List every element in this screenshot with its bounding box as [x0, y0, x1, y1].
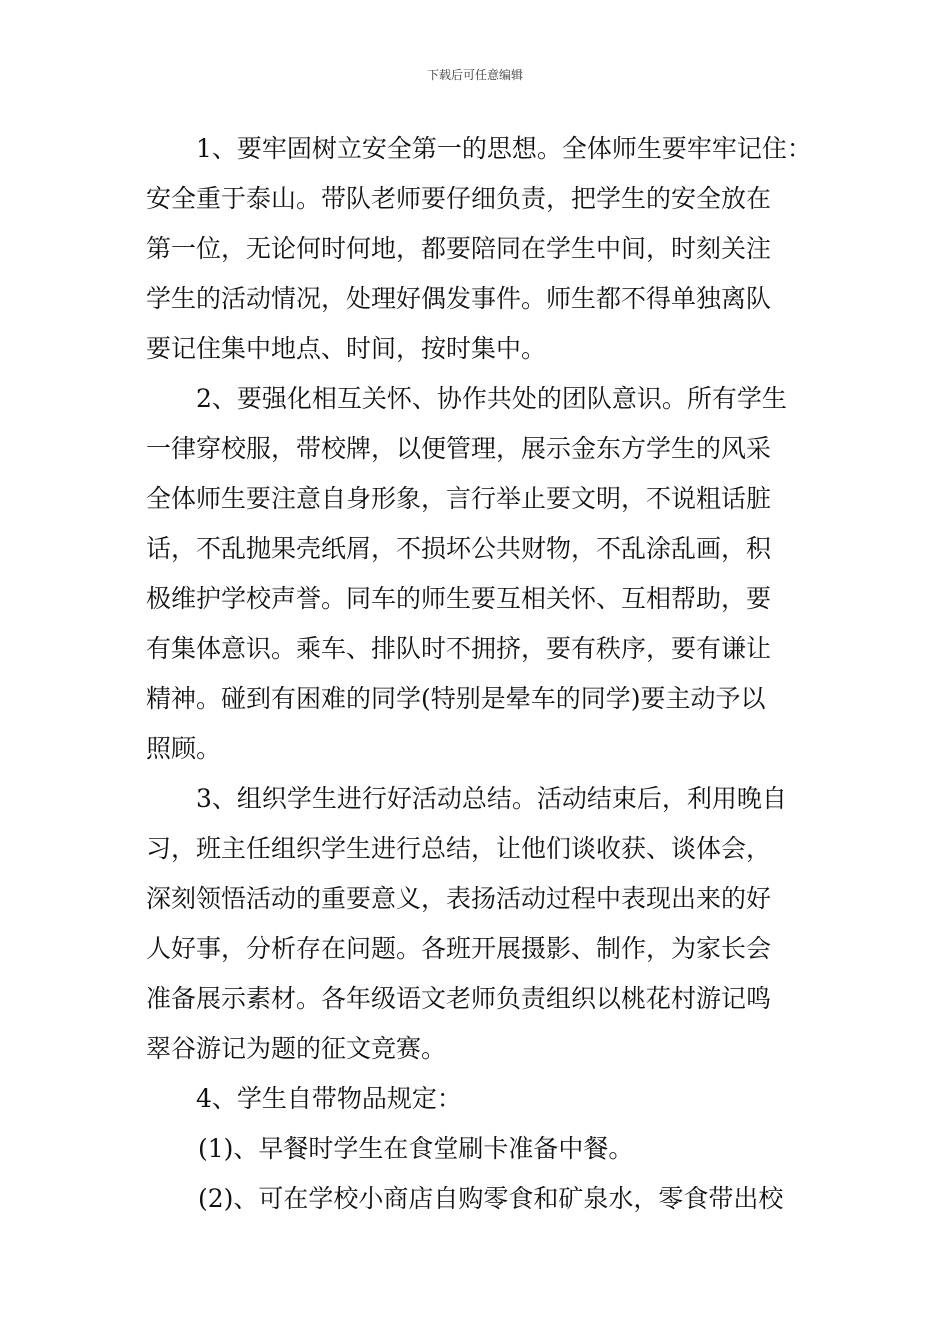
- text-line: 准备展示素材。各年级语文老师负责组织以桃花村游记鸣: [146, 984, 772, 1013]
- text-line: 1、要牢固树立安全第一的思想。全体师生要牢牢记住：: [196, 134, 812, 163]
- list-item: (1)、早餐时学生在食堂刷卡准备中餐。: [198, 1134, 634, 1163]
- text-line: 习，班主任组织学生进行总结，让他们谈收获、谈体会，: [146, 834, 772, 863]
- text-line: 4、学生自带物品规定：: [196, 1084, 462, 1113]
- text-line: 极维护学校声誉。同车的师生要互相关怀、互相帮助，要: [146, 584, 772, 613]
- text-line: 安全重于泰山。带队老师要仔细负责，把学生的安全放在: [146, 184, 772, 213]
- text-line: 学生的活动情况，处理好偶发事件。师生都不得单独离队: [146, 284, 772, 313]
- text-line: 人好事，分析存在问题。各班开展摄影、制作，为家长会: [146, 934, 772, 963]
- text-line: 3、组织学生进行好活动总结。活动结束后，利用晚自: [196, 784, 787, 813]
- text-line: 有集体意识。乘车、排队时不拥挤，要有秩序，要有谦让: [146, 634, 772, 663]
- text-line: 翠谷游记为题的征文竞赛。: [146, 1034, 447, 1063]
- page-header: 下载后可任意编辑: [426, 68, 523, 82]
- text-line: 一律穿校服，带校牌，以便管理，展示金东方学生的风采: [146, 434, 772, 463]
- text-line: 要记住集中地点、时间，按时集中。: [146, 334, 547, 363]
- text-line: 深刻领悟活动的重要意义，表扬活动过程中表现出来的好: [146, 884, 772, 913]
- list-item: (2)、可在学校小商店自购零食和矿泉水，零食带出校: [198, 1184, 784, 1213]
- text-line: 全体师生要注意自身形象，言行举止要文明，不说粗话脏: [146, 484, 772, 513]
- text-line: 2、要强化相互关怀、协作共处的团队意识。所有学生: [196, 384, 787, 413]
- text-line: 话，不乱抛果壳纸屑，不损坏公共财物，不乱涂乱画，积: [146, 534, 772, 563]
- text-line: 精神。碰到有困难的同学(特别是晕车的同学)要主动予以: [146, 684, 766, 713]
- text-line: 照顾。: [146, 734, 222, 763]
- document-body: [146, 124, 812, 1224]
- text-line: 第一位，无论何时何地，都要陪同在学生中间，时刻关注: [146, 234, 772, 263]
